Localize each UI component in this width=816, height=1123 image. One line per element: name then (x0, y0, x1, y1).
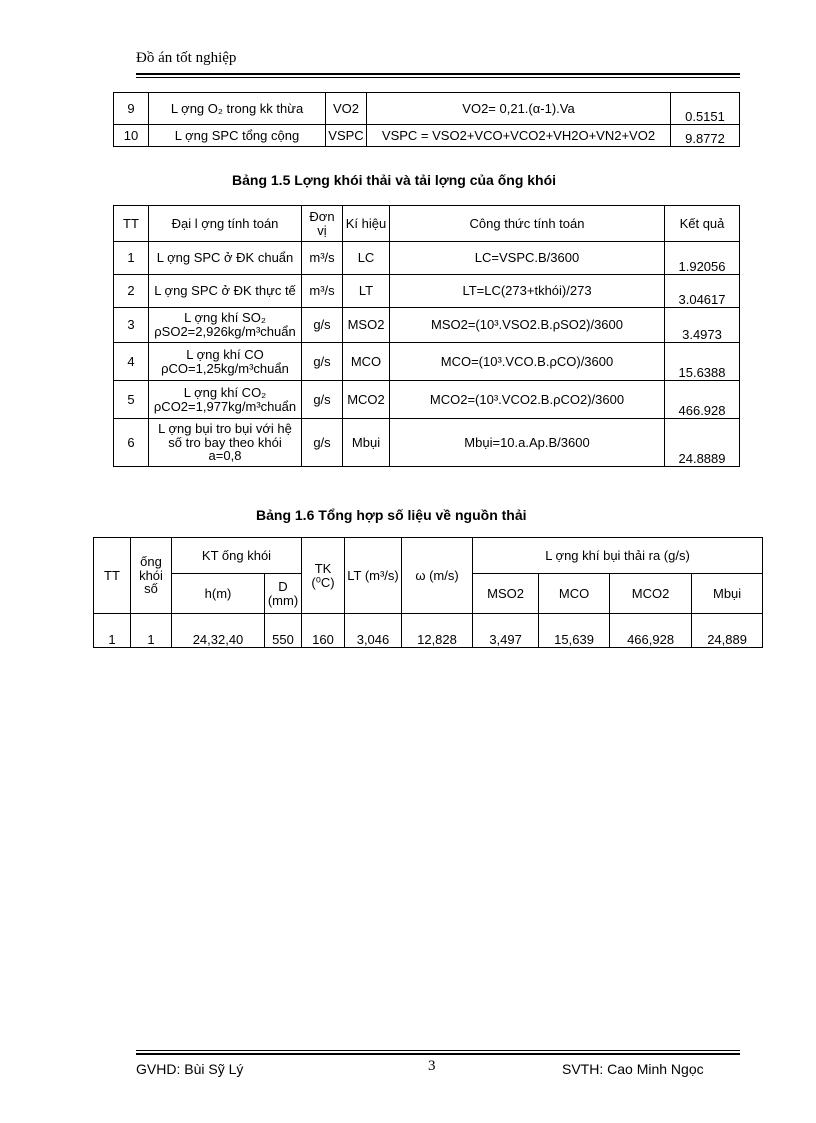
footer-rule-thin (136, 1050, 740, 1051)
cell-unit: m³/s (302, 242, 343, 275)
cell-unit: g/s (302, 381, 343, 419)
cell-formula: MCO2=(10³.VCO2.B.ρCO2)/3600 (390, 381, 665, 419)
header-mso2: MSO2 (473, 574, 539, 614)
cell-d: 550 (265, 614, 302, 648)
header-name: Đại l ợng tính toán (149, 206, 302, 242)
page-header-title: Đồ án tốt nghiệp (136, 50, 237, 66)
header-rule-thin (136, 77, 740, 78)
cell-symbol: MSO2 (343, 308, 390, 343)
cell-name: L ợng SPC tổng cộng (149, 125, 326, 147)
header-chimney-no: ống khói số (131, 538, 172, 614)
table16-caption: Bảng 1.6 Tổng hợp số liệu về nguồn thải (256, 507, 527, 523)
header-mco2: MCO2 (609, 574, 691, 614)
cell-name: L ợng khí SO₂ ρSO2=2,926kg/m³chuẩn (149, 308, 302, 343)
cell-result: 0.5151 (671, 93, 740, 125)
header-tt: TT (94, 538, 131, 614)
cell-formula: VO2= 0,21.(α-1).Va (367, 93, 671, 125)
page-number: 3 (428, 1058, 436, 1074)
header-d: D (mm) (265, 574, 302, 614)
header-formula: Công thức tính toán (390, 206, 665, 242)
table-row (114, 343, 740, 381)
header-mco: MCO (539, 574, 610, 614)
table-header-row (94, 538, 763, 574)
cell-name: L ợng SPC ở ĐK chuẩn (149, 242, 302, 275)
cell-name: L ợng SPC ở ĐK thực tế (149, 275, 302, 308)
cell-formula: Mbụi=10.a.Ap.B/3600 (390, 419, 665, 467)
header-result: Kết quả (665, 206, 740, 242)
cell-h: 24,32,40 (172, 614, 265, 648)
table-row (114, 419, 740, 467)
cell-tt: 3 (114, 308, 149, 343)
header-lt: LT (m³/s) (345, 538, 402, 614)
cell-mso2: 3,497 (473, 614, 539, 648)
cell-tk: 160 (302, 614, 345, 648)
cell-name: L ợng bụi tro bụi với hệ số tro bay theo khói a=0,8 (149, 419, 302, 467)
cell-omega: 12,828 (402, 614, 473, 648)
cell-result: 15.6388 (665, 343, 740, 381)
table-row (114, 381, 740, 419)
cell-result: 9.8772 (671, 125, 740, 147)
table-row (114, 93, 740, 125)
cell-name: L ợng khí CO₂ ρCO2=1,977kg/m³chuẩn (149, 381, 302, 419)
header-h: h(m) (172, 574, 265, 614)
table-continuation (113, 92, 740, 147)
footer-supervisor: GVHD: Bùi Sỹ Lý (136, 1061, 244, 1077)
cell-formula: VSPC = VSO2+VCO+VCO2+VH2O+VN2+VO2 (367, 125, 671, 147)
cell-unit: g/s (302, 308, 343, 343)
header-rule (136, 73, 740, 75)
cell-tt: 10 (114, 125, 149, 147)
table-row (94, 614, 763, 648)
cell-mco2: 466,928 (609, 614, 691, 648)
header-emission: L ợng khí bụi thải ra (g/s) (473, 538, 763, 574)
table-header-row (114, 206, 740, 242)
cell-symbol: LC (343, 242, 390, 275)
cell-tt: 6 (114, 419, 149, 467)
table-row (114, 308, 740, 343)
header-mbui: Mbụi (692, 574, 763, 614)
cell-tt: 2 (114, 275, 149, 308)
header-kt: KT ống khói (172, 538, 302, 574)
cell-formula: MSO2=(10³.VSO2.B.ρSO2)/3600 (390, 308, 665, 343)
cell-result: 3.4973 (665, 308, 740, 343)
cell-tt: 9 (114, 93, 149, 125)
cell-symbol: VO2 (326, 93, 367, 125)
cell-result: 24.8889 (665, 419, 740, 467)
table-row (114, 125, 740, 147)
cell-symbol: MCO2 (343, 381, 390, 419)
cell-result: 466.928 (665, 381, 740, 419)
cell-unit: m³/s (302, 275, 343, 308)
cell-symbol: MCO (343, 343, 390, 381)
header-omega: ω (m/s) (402, 538, 473, 614)
cell-tt: 5 (114, 381, 149, 419)
table-row (114, 242, 740, 275)
cell-unit: g/s (302, 343, 343, 381)
header-symbol: Kí hiệu (343, 206, 390, 242)
cell-result: 1.92056 (665, 242, 740, 275)
table-1-6 (93, 537, 763, 648)
table15-caption: Bảng 1.5 Lợng khói thải và tải lợng của ống khói (232, 172, 557, 188)
cell-unit: g/s (302, 419, 343, 467)
footer-student: SVTH: Cao Minh Ngọc (562, 1061, 704, 1077)
cell-tt: 4 (114, 343, 149, 381)
cell-result: 3.04617 (665, 275, 740, 308)
table-row (114, 275, 740, 308)
cell-symbol: VSPC (326, 125, 367, 147)
cell-name: L ợng O₂ trong kk thừa (149, 93, 326, 125)
cell-lt: 3,046 (345, 614, 402, 648)
footer-rule (136, 1053, 740, 1055)
cell-chimney-no: 1 (131, 614, 172, 648)
cell-formula: MCO=(10³.VCO.B.ρCO)/3600 (390, 343, 665, 381)
header-tk: TK (⁰C) (302, 538, 345, 614)
table-1-5 (113, 205, 740, 467)
cell-mbui: 24,889 (692, 614, 763, 648)
cell-symbol: LT (343, 275, 390, 308)
header-tt: TT (114, 206, 149, 242)
cell-formula: LT=LC(273+tkhói)/273 (390, 275, 665, 308)
cell-mco: 15,639 (539, 614, 610, 648)
cell-formula: LC=VSPC.B/3600 (390, 242, 665, 275)
cell-symbol: Mbụi (343, 419, 390, 467)
cell-tt: 1 (114, 242, 149, 275)
cell-name: L ợng khí CO ρCO=1,25kg/m³chuẩn (149, 343, 302, 381)
cell-tt: 1 (94, 614, 131, 648)
header-unit: Đơn vị (302, 206, 343, 242)
